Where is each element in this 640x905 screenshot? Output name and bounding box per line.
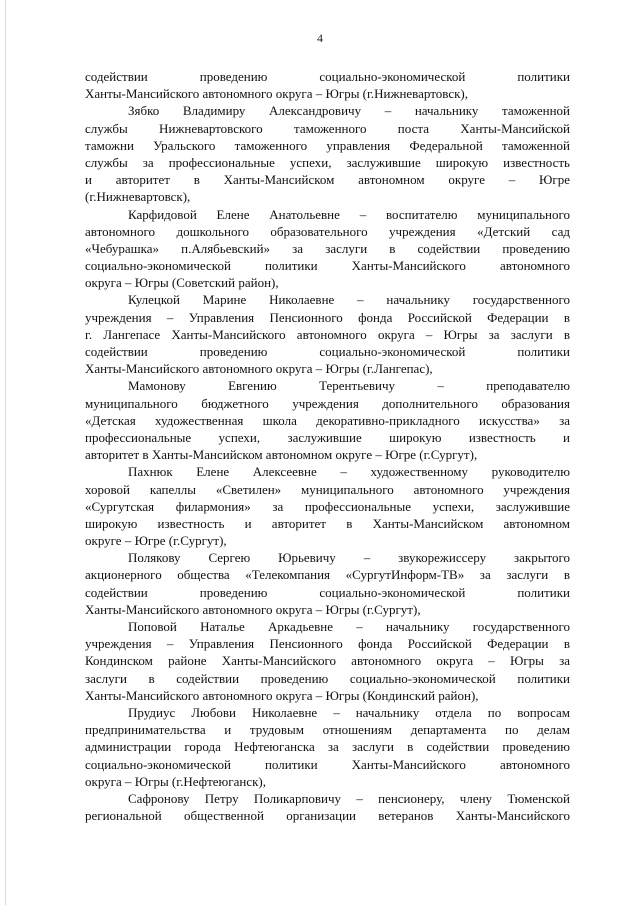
text-line: автономного дошкольного образовательного учреждения «Детский сад — [85, 223, 570, 239]
text-line: региональной общественной организации ветеранов Ханты-Мансийского — [85, 808, 570, 824]
text-line: заслуги в содействии проведению социально-экономической политики — [85, 670, 570, 686]
text-line: округе – Югре (г.Сургут), — [85, 533, 227, 549]
text-line: округа – Югры (г.Нефтеюганск), — [85, 773, 266, 789]
text-line: учреждения – Управления Пенсионного фонда Российской Федерации в — [85, 309, 570, 325]
text-line: предпринимательства и трудовым отношениям департамента по делам — [85, 722, 570, 738]
text-line: содействии проведению социально-экономической политики — [85, 584, 570, 600]
text-line: Сафронову Петру Поликарповичу – пенсионеру, члену Тюменской — [128, 790, 570, 806]
text-line: социально-экономической политики Ханты-Мансийского автономного — [85, 756, 570, 772]
text-line: Кулецкой Марине Николаевне – начальнику государственного — [128, 292, 570, 308]
text-line: Полякову Сергею Юрьевичу – звукорежиссеру закрытого — [128, 550, 570, 566]
text-line: Ханты-Мансийского автономного округа – Югры (г.Нижневартовск), — [85, 86, 468, 102]
text-line: Прудиус Любови Николаевне – начальнику отдела по вопросам — [128, 704, 570, 720]
text-line: широкую известность и авторитет в Ханты-Мансийском автономном — [85, 515, 570, 531]
text-line: округа – Югры (Советский район), — [85, 275, 279, 291]
text-line: Поповой Наталье Аркадьевне – начальнику государственного — [128, 619, 570, 634]
text-line: Мамонову Евгению Терентьевичу – преподавателю — [128, 378, 570, 394]
text-line: Ханты-Мансийского автономного округа – Югры (Кондинский район), — [85, 687, 479, 703]
text-line: социально-экономической политики Ханты-Мансийского автономного — [85, 258, 570, 274]
text-line: хоровой капеллы «Светилен» муниципального автономного учреждения — [85, 481, 570, 497]
text-line: Зябко Владимиру Александровичу – начальнику таможенной — [128, 103, 570, 119]
document-body — [85, 68, 570, 824]
text-line: акционерного общества «Телекомпания «СургутИнформ-ТВ» за заслуги в — [85, 567, 570, 583]
text-line: Кондинском районе Ханты-Мансийского автономного округа – Югры за — [85, 653, 570, 669]
text-line: г. Лангепасе Ханты-Мансийского автономного округа – Югры за заслуги в — [85, 326, 570, 342]
text-line: муниципального бюджетного учреждения дополнительного образования — [85, 395, 570, 411]
text-line: службы Нижневартовского таможенного поста Ханты-Мансийской — [85, 120, 570, 136]
text-line: Ханты-Мансийского автономного округа – Югры (г.Лангепас), — [85, 361, 433, 377]
text-line: Ханты-Мансийского автономного округа – Югры (г.Сургут), — [85, 601, 421, 617]
scan-edge-line — [5, 0, 6, 905]
text-line: «Сургутская филармония» за профессиональные успехи, заслужившие — [85, 498, 570, 514]
text-line: (г.Нижневартовск), — [85, 189, 191, 205]
page-number: 4 — [317, 31, 323, 45]
text-line: содействии проведению социально-экономической политики — [85, 69, 570, 84]
text-line: профессиональные успехи, заслужившие широкую известность и — [85, 429, 570, 445]
text-line: «Чебурашка» п.Алябьевский» за заслуги в содействии проведению — [85, 240, 570, 256]
text-line: учреждения – Управления Пенсионного фонда Российской Федерации в — [85, 636, 570, 652]
text-line: и авторитет в Ханты-Мансийском автономном округе – Югре — [85, 172, 570, 188]
text-line: «Детская художественная школа декоративно-прикладного искусства» за — [85, 412, 570, 428]
text-line: Карфидовой Елене Анатольевне – воспитателю муниципального — [128, 206, 570, 222]
text-line: службы за профессиональные успехи, заслужившие широкую известность — [85, 154, 570, 170]
text-line: содействии проведению социально-экономической политики — [85, 344, 570, 359]
text-line: Пахнюк Елене Алексеевне – художественному руководителю — [128, 464, 570, 480]
text-line: авторитет в Ханты-Мансийском автономном округе – Югре (г.Сургут), — [85, 447, 478, 463]
text-line: администрации города Нефтеюганска за заслуги в содействии проведению — [85, 739, 570, 755]
text-line: таможни Уральского таможенного управления Федеральной таможенной — [85, 137, 570, 153]
